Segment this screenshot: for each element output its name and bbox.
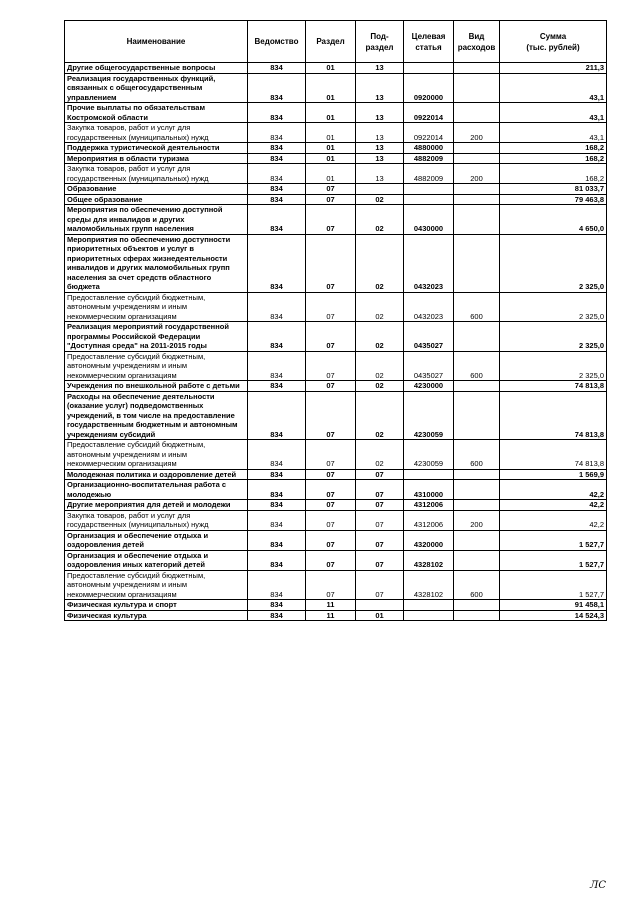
- row-subsection: 13: [356, 153, 404, 164]
- row-dept: 834: [248, 234, 306, 292]
- row-dept: 834: [248, 351, 306, 381]
- table-row: [65, 123, 607, 143]
- row-subsection: 13: [356, 143, 404, 154]
- row-dept: 834: [248, 194, 306, 205]
- row-exptype: [454, 500, 500, 511]
- row-target: [404, 184, 454, 195]
- row-subsection: 13: [356, 73, 404, 103]
- row-amount: 74 813,8: [500, 381, 607, 392]
- row-amount: 1 569,9: [500, 469, 607, 480]
- header-row: [65, 21, 607, 63]
- row-section: 07: [306, 510, 356, 530]
- table-row: [65, 469, 607, 480]
- row-section: 07: [306, 292, 356, 322]
- row-section: 07: [306, 391, 356, 440]
- row-exptype: [454, 184, 500, 195]
- row-section: 07: [306, 440, 356, 470]
- row-name: Физическая культура и спорт: [65, 600, 248, 611]
- table-body: [65, 63, 607, 621]
- row-subsection: 13: [356, 63, 404, 74]
- row-exptype: [454, 63, 500, 74]
- row-amount: 74 813,8: [500, 440, 607, 470]
- row-exptype: [454, 600, 500, 611]
- row-subsection: 02: [356, 194, 404, 205]
- row-exptype: [454, 205, 500, 235]
- row-amount: 79 463,8: [500, 194, 607, 205]
- row-name: Реализация государственных функций, связанных с общегосударственным управлением: [65, 73, 248, 103]
- row-exptype: 200: [454, 510, 500, 530]
- row-name: Образование: [65, 184, 248, 195]
- row-name: Расходы на обеспечение деятельности (оказание услуг) подведомственных учреждений, в том числе на предоставление государственным бюджетным и автономным учреждениям субсидий: [65, 391, 248, 440]
- row-dept: 834: [248, 292, 306, 322]
- table-row: [65, 570, 607, 600]
- row-subsection: [356, 184, 404, 195]
- row-amount: 1 527,7: [500, 550, 607, 570]
- row-exptype: 600: [454, 292, 500, 322]
- row-subsection: 07: [356, 469, 404, 480]
- row-section: 07: [306, 550, 356, 570]
- row-amount: 211,3: [500, 63, 607, 74]
- row-amount: 168,2: [500, 143, 607, 154]
- row-section: 07: [306, 469, 356, 480]
- page-mark: ЛС: [590, 880, 606, 891]
- row-exptype: [454, 194, 500, 205]
- row-dept: 834: [248, 164, 306, 184]
- row-dept: 834: [248, 570, 306, 600]
- row-subsection: 07: [356, 510, 404, 530]
- table-row: [65, 292, 607, 322]
- row-target: 0432023: [404, 292, 454, 322]
- row-section: 07: [306, 234, 356, 292]
- row-dept: 834: [248, 440, 306, 470]
- row-subsection: 07: [356, 480, 404, 500]
- row-name: Учреждения по внешкольной работе с детьми: [65, 381, 248, 392]
- row-exptype: [454, 381, 500, 392]
- row-section: 01: [306, 143, 356, 154]
- row-amount: 42,2: [500, 510, 607, 530]
- row-subsection: 02: [356, 292, 404, 322]
- table-row: [65, 550, 607, 570]
- table-row: [65, 63, 607, 74]
- row-dept: 834: [248, 143, 306, 154]
- row-section: 01: [306, 153, 356, 164]
- row-section: 07: [306, 530, 356, 550]
- row-exptype: [454, 153, 500, 164]
- row-section: 07: [306, 322, 356, 352]
- budget-table: [64, 20, 607, 621]
- row-target: 4882009: [404, 153, 454, 164]
- row-dept: 834: [248, 153, 306, 164]
- header-name: Наименование: [65, 21, 248, 63]
- row-target: 0922014: [404, 123, 454, 143]
- header-amount: Сумма (тыс. рублей): [500, 21, 607, 63]
- row-section: 11: [306, 600, 356, 611]
- row-target: 4320000: [404, 530, 454, 550]
- row-exptype: [454, 480, 500, 500]
- row-section: 07: [306, 381, 356, 392]
- row-target: 4230000: [404, 381, 454, 392]
- row-dept: 834: [248, 322, 306, 352]
- row-exptype: [454, 610, 500, 621]
- row-name: Организация и обеспечение отдыха и оздоровления иных категорий детей: [65, 550, 248, 570]
- table-row: [65, 73, 607, 103]
- row-exptype: [454, 530, 500, 550]
- row-section: 01: [306, 63, 356, 74]
- row-exptype: [454, 469, 500, 480]
- row-section: 07: [306, 194, 356, 205]
- row-exptype: [454, 550, 500, 570]
- row-dept: 834: [248, 63, 306, 74]
- row-target: 0435027: [404, 351, 454, 381]
- row-amount: 4 650,0: [500, 205, 607, 235]
- row-target: 0430000: [404, 205, 454, 235]
- row-dept: 834: [248, 480, 306, 500]
- row-target: [404, 469, 454, 480]
- table-row: [65, 164, 607, 184]
- header-target: Целевая статья: [404, 21, 454, 63]
- row-exptype: 600: [454, 440, 500, 470]
- row-amount: 2 325,0: [500, 292, 607, 322]
- row-subsection: 02: [356, 205, 404, 235]
- row-dept: 834: [248, 205, 306, 235]
- table-row: [65, 194, 607, 205]
- row-target: 4230059: [404, 391, 454, 440]
- table-row: [65, 610, 607, 621]
- row-amount: 42,2: [500, 480, 607, 500]
- row-exptype: [454, 322, 500, 352]
- row-name: Организация и обеспечение отдыха и оздоровления детей: [65, 530, 248, 550]
- row-section: 07: [306, 500, 356, 511]
- row-name: Физическая культура: [65, 610, 248, 621]
- row-target: [404, 610, 454, 621]
- table-row: [65, 530, 607, 550]
- table-row: [65, 153, 607, 164]
- row-exptype: [454, 103, 500, 123]
- row-name: Другие мероприятия для детей и молодежи: [65, 500, 248, 511]
- table-row: [65, 205, 607, 235]
- row-dept: 834: [248, 184, 306, 195]
- row-amount: 43,1: [500, 73, 607, 103]
- row-dept: 834: [248, 600, 306, 611]
- row-dept: 834: [248, 103, 306, 123]
- row-name: Мероприятия по обеспечению доступности приоритетных объектов и услуг в приоритетных сферах жизнедеятельности инвалидов и других маломобильных групп населения за счет средств областного бюджета: [65, 234, 248, 292]
- row-target: 0432023: [404, 234, 454, 292]
- row-target: 0922014: [404, 103, 454, 123]
- header-subsection: Под- раздел: [356, 21, 404, 63]
- row-dept: 834: [248, 123, 306, 143]
- row-amount: 43,1: [500, 123, 607, 143]
- table-row: [65, 600, 607, 611]
- row-subsection: 13: [356, 103, 404, 123]
- row-target: 4312006: [404, 510, 454, 530]
- table-row: [65, 351, 607, 381]
- table-row: [65, 184, 607, 195]
- row-dept: 834: [248, 391, 306, 440]
- row-target: 4230059: [404, 440, 454, 470]
- row-amount: 14 524,3: [500, 610, 607, 621]
- row-name: Прочие выплаты по обязательствам Костромской области: [65, 103, 248, 123]
- row-amount: 91 458,1: [500, 600, 607, 611]
- row-name: Общее образование: [65, 194, 248, 205]
- row-name: Предоставление субсидий бюджетным, автономным учреждениям и иным некоммерческим организациям: [65, 570, 248, 600]
- row-exptype: [454, 143, 500, 154]
- row-name: Мероприятия в области туризма: [65, 153, 248, 164]
- row-dept: 834: [248, 530, 306, 550]
- row-name: Предоставление субсидий бюджетным, автономным учреждениям и иным некоммерческим организациям: [65, 440, 248, 470]
- row-name: Закупка товаров, работ и услуг для государственных (муниципальных) нужд: [65, 164, 248, 184]
- row-name: Молодежная политика и оздоровление детей: [65, 469, 248, 480]
- row-amount: 1 527,7: [500, 570, 607, 600]
- row-amount: 74 813,8: [500, 391, 607, 440]
- table-row: [65, 322, 607, 352]
- header-dept: Ведомство: [248, 21, 306, 63]
- row-dept: 834: [248, 550, 306, 570]
- row-dept: 834: [248, 610, 306, 621]
- row-dept: 834: [248, 469, 306, 480]
- row-target: 0920000: [404, 73, 454, 103]
- row-section: 07: [306, 570, 356, 600]
- row-amount: 2 325,0: [500, 351, 607, 381]
- row-name: Предоставление субсидий бюджетным, автономным учреждениям и иным некоммерческим организациям: [65, 292, 248, 322]
- row-section: 07: [306, 184, 356, 195]
- row-section: 01: [306, 123, 356, 143]
- row-exptype: [454, 391, 500, 440]
- row-section: 07: [306, 351, 356, 381]
- row-subsection: 02: [356, 440, 404, 470]
- row-name: Другие общегосударственные вопросы: [65, 63, 248, 74]
- row-amount: 43,1: [500, 103, 607, 123]
- row-target: [404, 194, 454, 205]
- table-row: [65, 440, 607, 470]
- row-amount: 168,2: [500, 164, 607, 184]
- header-exptype: Вид расходов: [454, 21, 500, 63]
- row-subsection: 07: [356, 570, 404, 600]
- row-subsection: 07: [356, 500, 404, 511]
- row-name: Предоставление субсидий бюджетным, автономным учреждениям и иным некоммерческим организациям: [65, 351, 248, 381]
- row-target: 0435027: [404, 322, 454, 352]
- table-row: [65, 234, 607, 292]
- row-subsection: 02: [356, 234, 404, 292]
- row-dept: 834: [248, 510, 306, 530]
- row-exptype: 200: [454, 164, 500, 184]
- table-row: [65, 391, 607, 440]
- row-section: 01: [306, 164, 356, 184]
- row-dept: 834: [248, 73, 306, 103]
- table-row: [65, 500, 607, 511]
- row-subsection: 02: [356, 381, 404, 392]
- row-exptype: 600: [454, 570, 500, 600]
- row-amount: 2 325,0: [500, 234, 607, 292]
- row-subsection: 02: [356, 351, 404, 381]
- row-target: [404, 63, 454, 74]
- row-target: 4880000: [404, 143, 454, 154]
- row-amount: 1 527,7: [500, 530, 607, 550]
- row-amount: 2 325,0: [500, 322, 607, 352]
- row-exptype: 600: [454, 351, 500, 381]
- row-target: 4312006: [404, 500, 454, 511]
- row-dept: 834: [248, 381, 306, 392]
- row-subsection: 07: [356, 550, 404, 570]
- row-name: Закупка товаров, работ и услуг для государственных (муниципальных) нужд: [65, 510, 248, 530]
- row-section: 01: [306, 103, 356, 123]
- row-subsection: 13: [356, 123, 404, 143]
- row-target: [404, 600, 454, 611]
- table-row: [65, 143, 607, 154]
- row-subsection: 07: [356, 530, 404, 550]
- row-dept: 834: [248, 500, 306, 511]
- table-row: [65, 480, 607, 500]
- row-amount: 42,2: [500, 500, 607, 511]
- table-row: [65, 103, 607, 123]
- row-name: Поддержка туристической деятельности: [65, 143, 248, 154]
- row-amount: 168,2: [500, 153, 607, 164]
- row-target: 4328102: [404, 550, 454, 570]
- row-name: Организационно-воспитательная работа с молодежью: [65, 480, 248, 500]
- table-row: [65, 510, 607, 530]
- row-target: 4328102: [404, 570, 454, 600]
- row-section: 07: [306, 205, 356, 235]
- table-row: [65, 381, 607, 392]
- row-subsection: [356, 600, 404, 611]
- row-exptype: 200: [454, 123, 500, 143]
- row-name: Реализация мероприятий государственной программы Российской Федерации "Доступная среда" на 2011-2015 годы: [65, 322, 248, 352]
- header-section: Раздел: [306, 21, 356, 63]
- row-subsection: 02: [356, 391, 404, 440]
- row-section: 11: [306, 610, 356, 621]
- row-section: 01: [306, 73, 356, 103]
- row-name: Закупка товаров, работ и услуг для государственных (муниципальных) нужд: [65, 123, 248, 143]
- row-section: 07: [306, 480, 356, 500]
- row-exptype: [454, 73, 500, 103]
- row-target: 4310000: [404, 480, 454, 500]
- row-subsection: 13: [356, 164, 404, 184]
- row-target: 4882009: [404, 164, 454, 184]
- row-exptype: [454, 234, 500, 292]
- row-name: Мероприятия по обеспечению доступной среды для инвалидов и других маломобильных групп населения: [65, 205, 248, 235]
- row-subsection: 02: [356, 322, 404, 352]
- row-amount: 81 033,7: [500, 184, 607, 195]
- row-subsection: 01: [356, 610, 404, 621]
